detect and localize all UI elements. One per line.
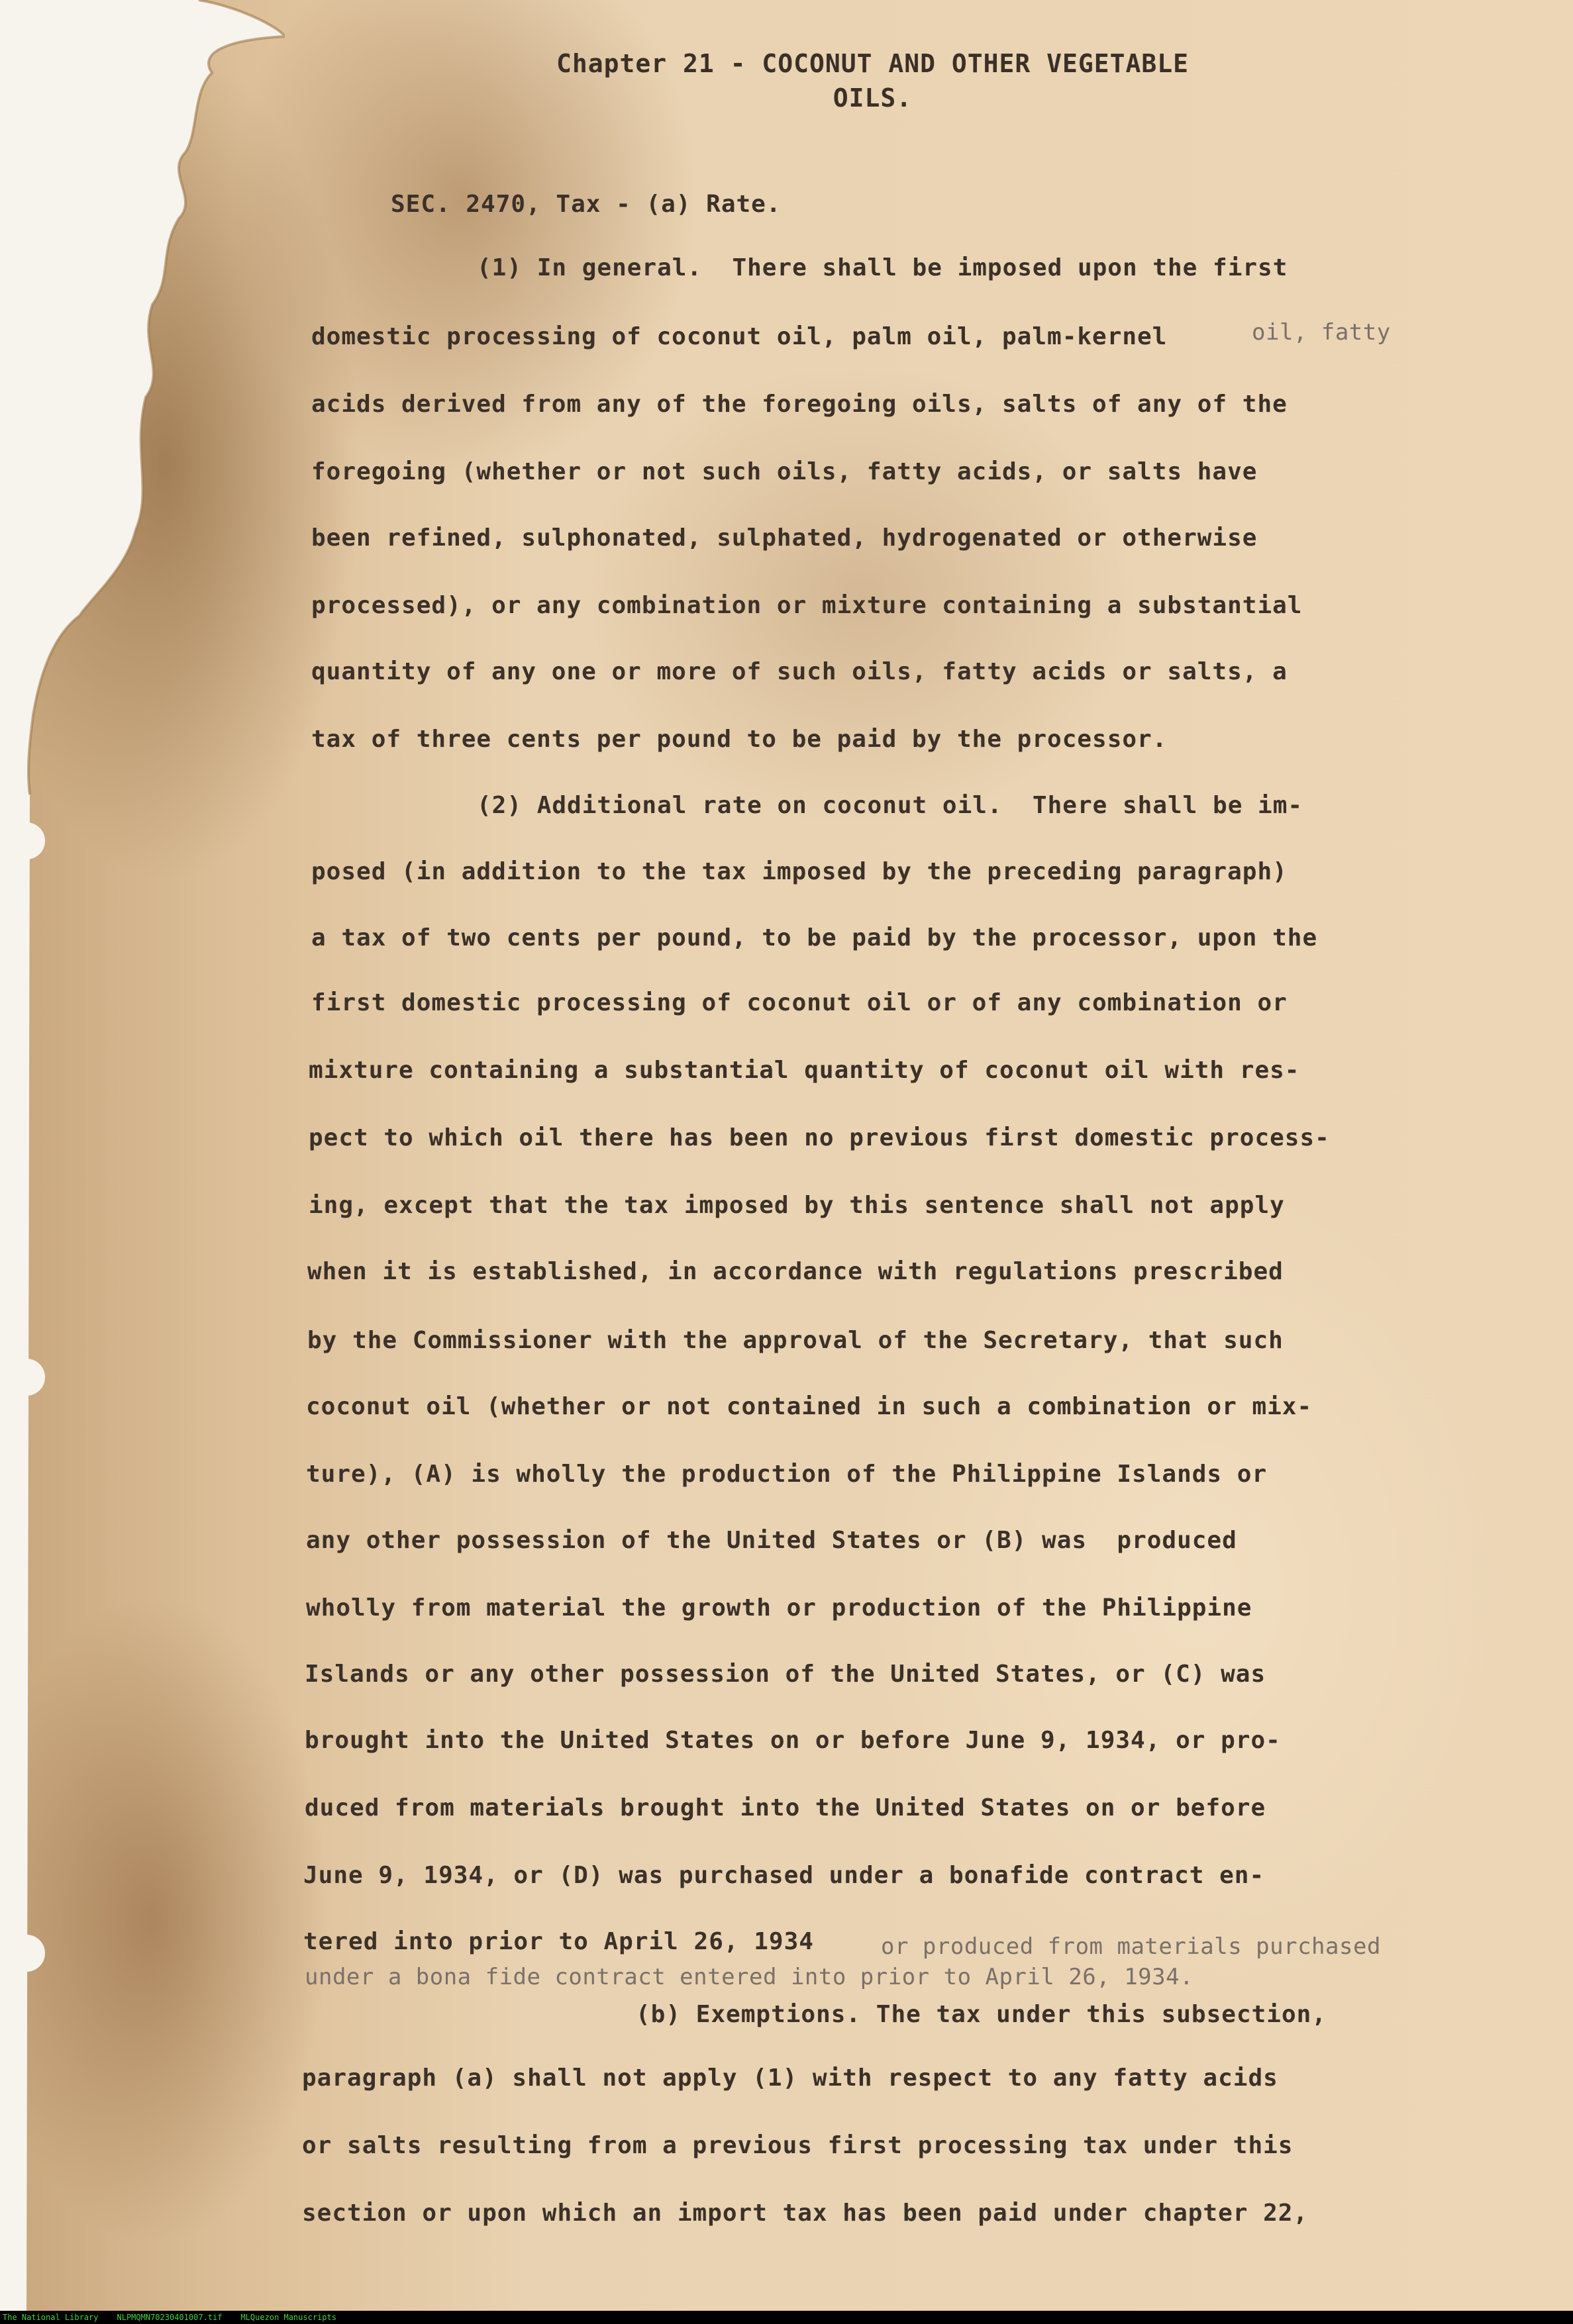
chapter-heading-line-1: Chapter 21 - COCONUT AND OTHER VEGETABLE bbox=[556, 49, 1190, 78]
text-line: been refined, sulphonated, sulphated, hydrogenated or otherwise bbox=[311, 524, 1258, 552]
text-line: any other possession of the United States or (B) was produced bbox=[306, 1527, 1237, 1554]
text-line: pect to which oil there has been no previous first domestic process- bbox=[309, 1124, 1330, 1151]
torn-paper-edge bbox=[0, 0, 285, 2311]
text-line: mixture containing a substantial quantity of coconut oil with res- bbox=[309, 1057, 1300, 1084]
text-line: quantity of any one or more of such oils, fatty acids or salts, a bbox=[311, 658, 1288, 685]
text-line: tax of three cents per pound to be paid by the processor. bbox=[311, 726, 1168, 753]
text-line: domestic processing of coconut oil, palm oil, palm-kernel bbox=[311, 323, 1168, 350]
text-line: or salts resulting from a previous first processing tax under this bbox=[302, 2132, 1294, 2159]
text-line: section or upon which an import tax has been paid under chapter 22, bbox=[302, 2200, 1309, 2227]
text-line: tered into prior to April 26, 1934 bbox=[303, 1928, 814, 1955]
text-line: processed), or any combination or mixture containing a substantial bbox=[311, 592, 1303, 619]
text-line: Islands or any other possession of the United States, or (C) was bbox=[305, 1661, 1266, 1688]
text-line: coconut oil (whether or not contained in such a combination or mix- bbox=[306, 1393, 1313, 1420]
inserted-text: under a bona fide contract entered into prior to April 26, 1934. bbox=[305, 1964, 1194, 1990]
text-line: by the Commissioner with the approval of the Secretary, that such bbox=[307, 1327, 1284, 1354]
text-line: posed (in addition to the tax imposed by the preceding paragraph) bbox=[311, 858, 1288, 885]
text-line: (1) In general. There shall be imposed upon the first bbox=[477, 254, 1288, 281]
footer-library: The National Library bbox=[3, 2313, 99, 2322]
chapter-heading bbox=[0, 46, 1573, 115]
text-line: brought into the United States on or before June 9, 1934, or pro- bbox=[305, 1727, 1281, 1754]
text-line: foregoing (whether or not such oils, fatty acids, or salts have bbox=[311, 458, 1258, 485]
archive-footer bbox=[0, 2311, 1573, 2324]
inserted-text: oil, fatty bbox=[1252, 319, 1391, 346]
text-line: duced from materials brought into the United States on or before bbox=[305, 1794, 1266, 1821]
text-line: paragraph (a) shall not apply (1) with respect to any fatty acids bbox=[302, 2064, 1278, 2092]
inserted-text: or produced from materials purchased bbox=[881, 1933, 1381, 1960]
text-line: (2) Additional rate on coconut oil. There shall be im- bbox=[477, 792, 1303, 819]
text-line: when it is established, in accordance with regulations prescribed bbox=[307, 1258, 1284, 1285]
text-line: June 9, 1934, or (D) was purchased under a bonafide contract en- bbox=[303, 1862, 1265, 1889]
chapter-heading-line-2: OILS. bbox=[833, 83, 913, 113]
footer-file: NLPMQMN70230401007.tif bbox=[117, 2313, 223, 2322]
text-line: (b) Exemptions. The tax under this subsection, bbox=[636, 2001, 1327, 2028]
text-line: ture), (A) is wholly the production of the Philippine Islands or bbox=[306, 1461, 1268, 1488]
text-line: a tax of two cents per pound, to be paid by the processor, upon the bbox=[311, 924, 1318, 951]
text-line: wholly from material the growth or production of the Philippine bbox=[306, 1594, 1252, 1622]
text-line: acids derived from any of the foregoing oils, salts of any of the bbox=[311, 391, 1288, 418]
text-line: ing, except that the tax imposed by this sentence shall not apply bbox=[309, 1192, 1285, 1219]
text-line: first domestic processing of coconut oil or of any combination or bbox=[311, 989, 1288, 1016]
section-heading: SEC. 2470, Tax - (a) Rate. bbox=[391, 191, 782, 218]
footer-collection: MLQuezon Manuscripts bbox=[240, 2313, 336, 2322]
